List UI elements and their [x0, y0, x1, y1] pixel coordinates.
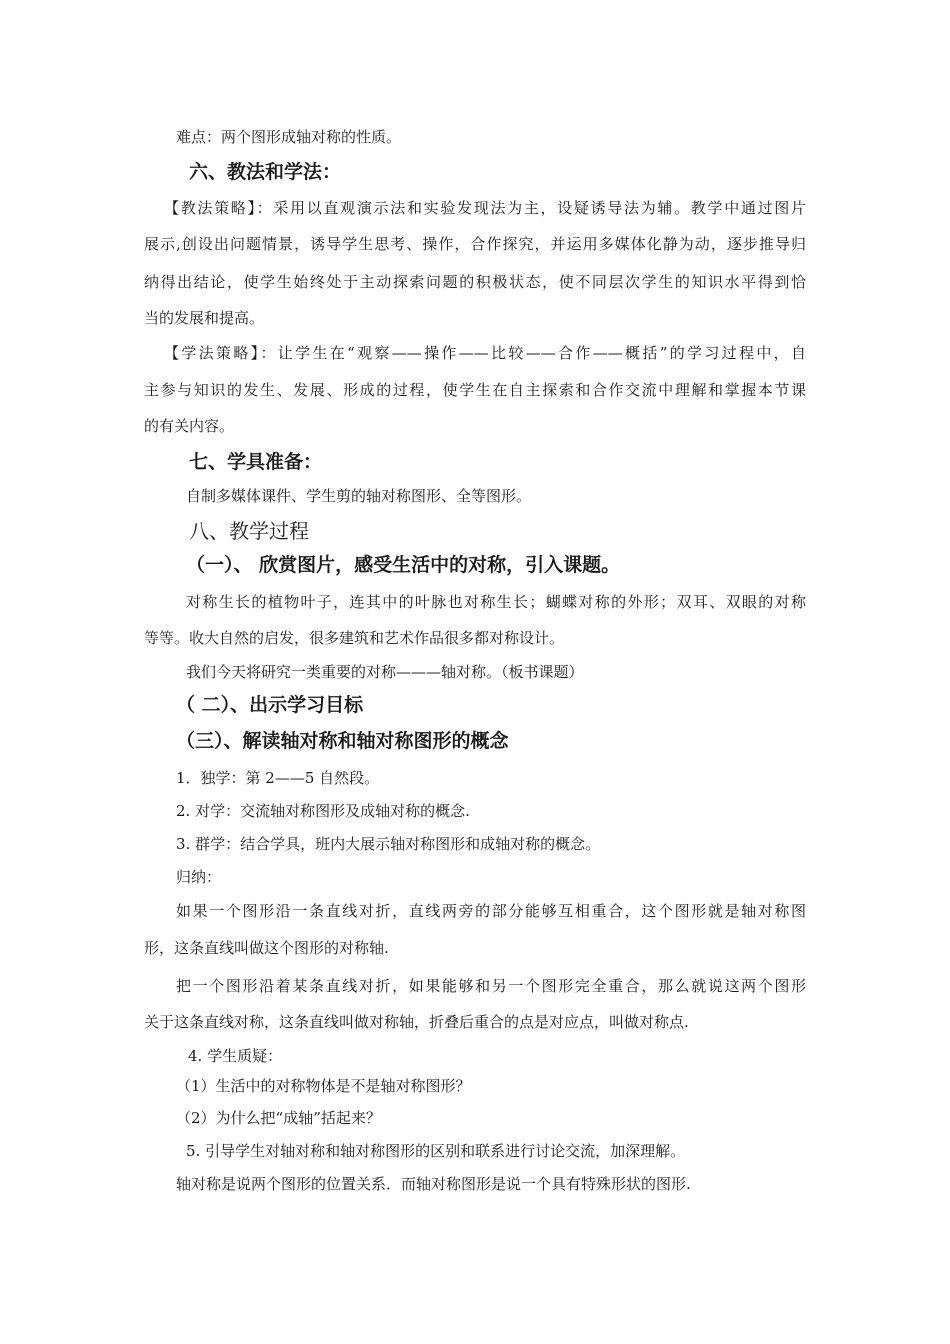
step-item: 4. 学生质疑：	[188, 1047, 283, 1065]
learning-strategy-line: 主参与知识的发生、发展、形成的过程，使学生在自主探索和合作交流中理解和掌握本节课	[144, 381, 806, 399]
definition-line: 把一个图形沿着某条直线对折，如果能够和另一个图形完全重合，那么就说这两个图形	[176, 977, 806, 995]
question-item: （2）为什么把“成轴”括起来？	[176, 1109, 381, 1127]
part3-heading: （三）、解读轴对称和轴对称图形的概念	[176, 730, 509, 752]
definition-line: 形，这条直线叫做这个图形的对称轴.	[144, 939, 389, 957]
teaching-strategy-line: 展示,创设出问题情景，诱导学生思考、操作，合作探究，并运用多媒体化静为动，逐步推导归	[144, 235, 806, 253]
question-item: （1）生活中的对称物体是不是轴对称图形？	[176, 1077, 471, 1095]
step-item: 1．独学：第 2——5 自然段。	[176, 769, 380, 787]
section7-heading: 七、学具准备：	[189, 451, 323, 473]
teaching-strategy-line: 当的发展和提高。	[144, 309, 265, 327]
summary-label: 归纳：	[176, 868, 222, 886]
step-item: 3. 群学：结合学具，班内大展示轴对称图形和成轴对称的概念。	[176, 835, 601, 853]
conclusion-line: 轴对称是说两个图形的位置关系．而轴对称图形是说一个具有特殊形状的图形.	[176, 1175, 691, 1193]
part1-line: 等等。收大自然的启发，很多建筑和艺术作品很多都对称设计。	[144, 629, 565, 647]
definition-line: 关于这条直线对称，这条直线叫做对称轴，折叠后重合的点是对应点，叫做对称点.	[144, 1013, 689, 1031]
part1-line: 我们今天将研究一类重要的对称———轴对称。（板书课题）	[186, 663, 584, 681]
difficulty-line: 难点：两个图形成轴对称的性质。	[176, 128, 402, 146]
step-item: 2. 对学：交流轴对称图形及成轴对称的概念.	[176, 802, 470, 820]
part2-heading: （ 二）、出示学习目标	[176, 694, 364, 716]
definition-line: 如果一个图形沿一条直线对折，直线两旁的部分能够互相重合，这个图形就是轴对称图	[176, 902, 806, 920]
section8-heading: 八、教学过程	[189, 519, 309, 543]
part1-line: 对称生长的植物叶子，连其中的叶脉也对称生长；蝴蝶对称的外形；双耳、双眼的对称	[186, 593, 806, 611]
part1-heading: （一）、 欣赏图片，感受生活中的对称，引入课题。	[186, 554, 621, 576]
section7-body: 自制多媒体课件、学生剪的轴对称图形、全等图形。	[186, 487, 532, 505]
learning-strategy-line: 的有关内容。	[144, 417, 235, 435]
teaching-strategy-line: 【教法策略】：采用以直观演示法和实验发现法为主，设疑诱导法为辅。教学中通过图片	[164, 199, 806, 217]
step-item: 5. 引导学生对轴对称和轴对称图形的区别和联系进行讨论交流，加深理解。	[186, 1142, 686, 1160]
teaching-strategy-line: 纳得出结论，使学生始终处于主动探索问题的积极状态，使不同层次学生的知识水平得到恰	[144, 273, 806, 291]
learning-strategy-line: 【学法策略】：让学生在“观察——操作——比较——合作——概括”的学习过程中，自	[164, 344, 806, 362]
section6-heading: 六、教法和学法：	[189, 161, 342, 183]
